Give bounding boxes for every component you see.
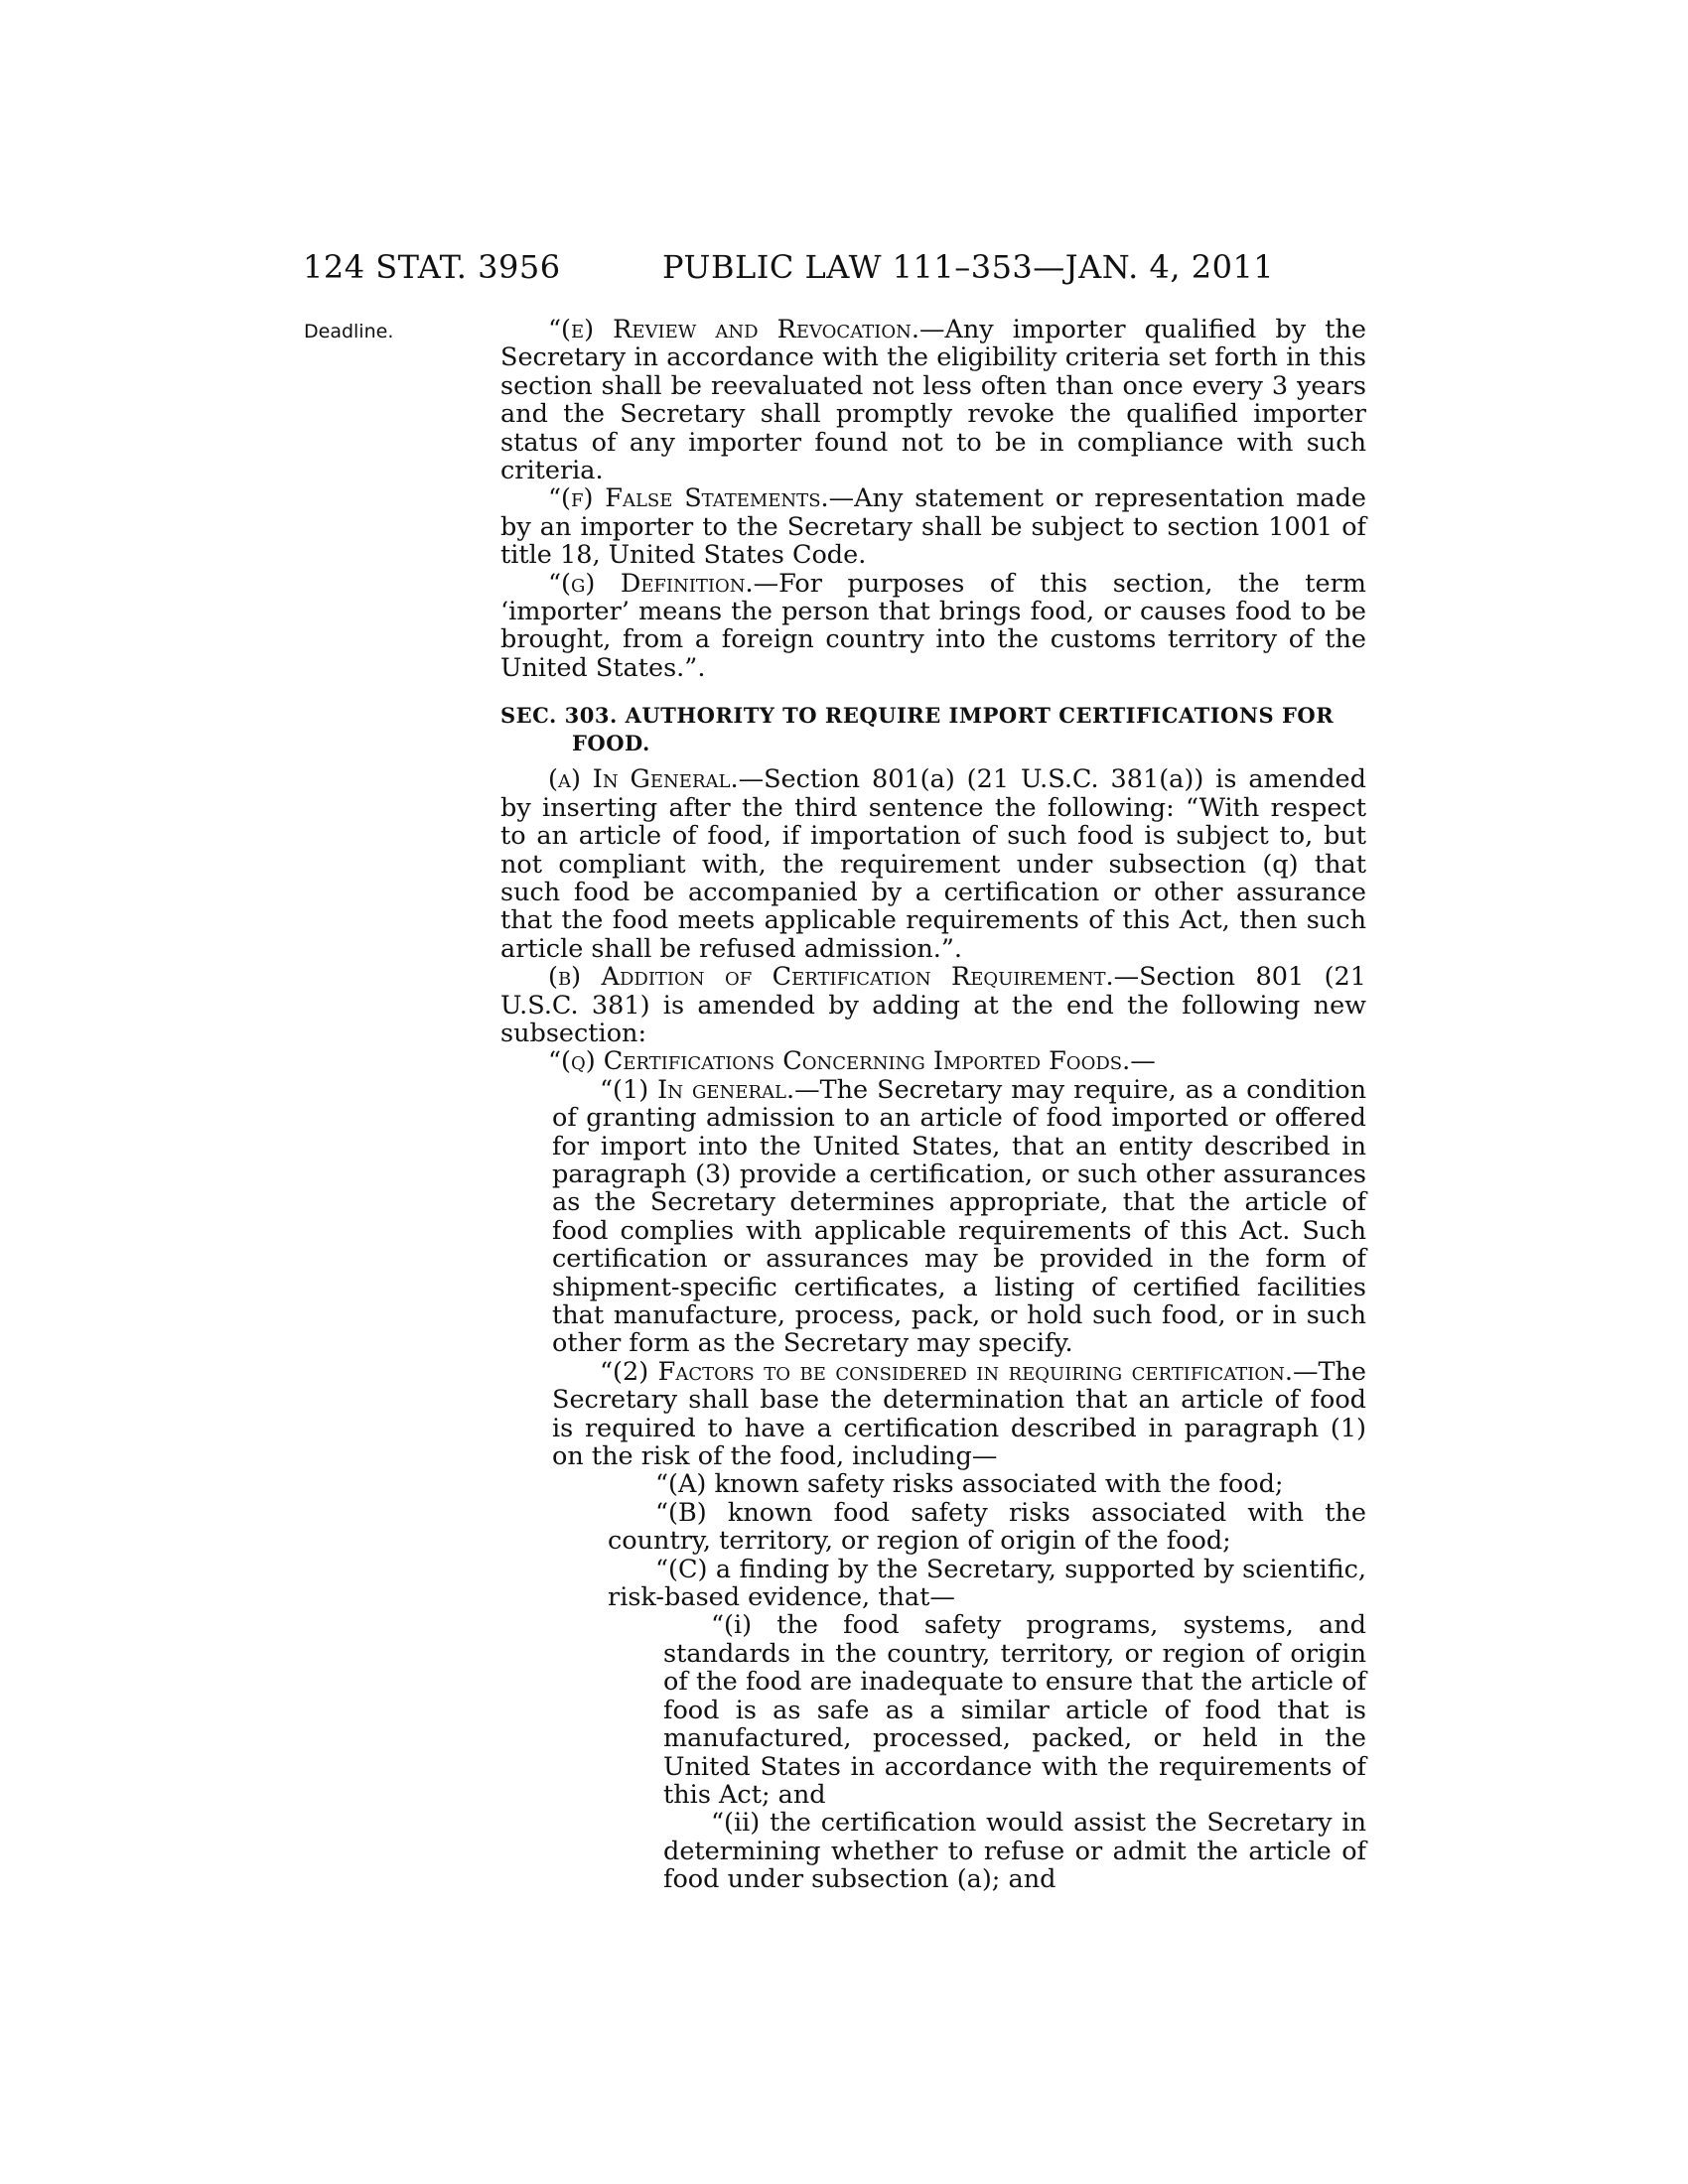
paragraph-a [500, 765, 1366, 963]
paragraph-g-heading: “(g) Definition. [548, 568, 754, 599]
paragraph-q2 [552, 1358, 1366, 1471]
paragraph-q1 [552, 1076, 1366, 1358]
paragraph-b-heading: (b) Addition of Certification Requirement. [548, 962, 1114, 993]
clause-C: “(C) a finding by the Secretary, supported by scientific, risk-based evidence, that— [608, 1554, 1366, 1613]
clause-i: “(i) the food safety programs, systems, and standards in the country, territory, or region of origin of the food are inadequate to ensure that the article of food is as safe as a similar article of food that is manufactured, processed, packed, or held in the United States in accordance with the requirements of this Act; and [663, 1610, 1366, 1810]
paragraph-a-heading: (a) In General. [548, 764, 739, 795]
paragraph-f-heading: “(f) False Statements. [548, 483, 829, 514]
subsection-q-heading: “(q) Certifications Concerning Imported Foods. [548, 1046, 1131, 1077]
clause-A: “(A) known safety risks associated with the food; [655, 1469, 1284, 1500]
clause-ii: “(ii) the certification would assist the Secretary in determining whether to refuse or admit the article of food under subsection (a); and [663, 1808, 1366, 1895]
paragraph-e [500, 316, 1366, 484]
statute-page-number: 124 STAT. 3956 [303, 248, 561, 286]
document-body [500, 316, 1366, 1894]
subsection-q [500, 1047, 1366, 1075]
paragraph-e-heading: “(e) Review and Revocation. [548, 315, 919, 344]
section-heading: SEC. 303. AUTHORITY TO REQUIRE IMPORT CERTIFICATIONS FOR FOOD. [500, 703, 1335, 756]
paragraph-b-text: —Section 801 (21 U.S.C. 381) is amended by adding at the end the following new subsection: [500, 962, 1366, 1048]
paragraph-g [500, 570, 1366, 683]
paragraph-f-text: —Any statement or representation made by an importer to the Secretary shall be subject to section 1001 of title 18, United States Code. [500, 483, 1367, 571]
paragraph-q2-text: —The Secretary shall base the determination that an article of food is required to have a certification described in paragraph (1) on the risk of the food, including— [552, 1356, 1366, 1472]
paragraph-q2-heading: “(2) Factors to be considered in requiring certification. [600, 1356, 1293, 1387]
paragraph-b [500, 963, 1366, 1047]
paragraph-a-text: —Section 801(a) (21 U.S.C. 381(a)) is amended by inserting after the third sentence the following: “With respect to an article of food, if importation of such food is subject to, but not compliant with, the requirement under subsection (q) that such food be accompanied by a certification or other assurance that the food meets applicable requirements of this Act, then such article shall be refused admission.”. [500, 764, 1366, 964]
paragraph-e-text: —Any importer qualified by the Secretary in accordance with the eligibility criteria set forth in this section shall be reevaluated not less often than once every 3 years and the Secretary shall promptly revoke the qualified importer status of any importer found not to be in compliance with such criteria. [500, 315, 1366, 486]
margin-note: Deadline. [304, 321, 394, 342]
paragraph-f [500, 484, 1366, 569]
public-law-title: PUBLIC LAW 111–353—JAN. 4, 2011 [662, 248, 1275, 286]
clause-B: “(B) known food safety risks associated with the country, territory, or region of origin of the food; [608, 1497, 1366, 1557]
paragraph-q1-heading: “(1) In general. [600, 1074, 795, 1105]
paragraph-q1-text: —The Secretary may require, as a condition of granting admission to an article of food imported or offered for import into the United States, that an entity described in paragraph (3) provide a certification, or such other assurances as the Secretary determines appropriate, that the article of food complies with applicable requirements of this Act. Such certification or assurances may be provided in the form of shipment-specific certificates, a listing of certified facilities that manufacture, process, pack, or hold such food, or in such other form as the Secretary may specify. [552, 1074, 1366, 1359]
subsection-q-text: — [1130, 1046, 1156, 1077]
paragraph-g-text: —For purposes of this section, the term ‘importer’ means the person that brings food, or causes food to be brought, from a foreign country into the customs territory of the United States.”. [500, 568, 1366, 683]
